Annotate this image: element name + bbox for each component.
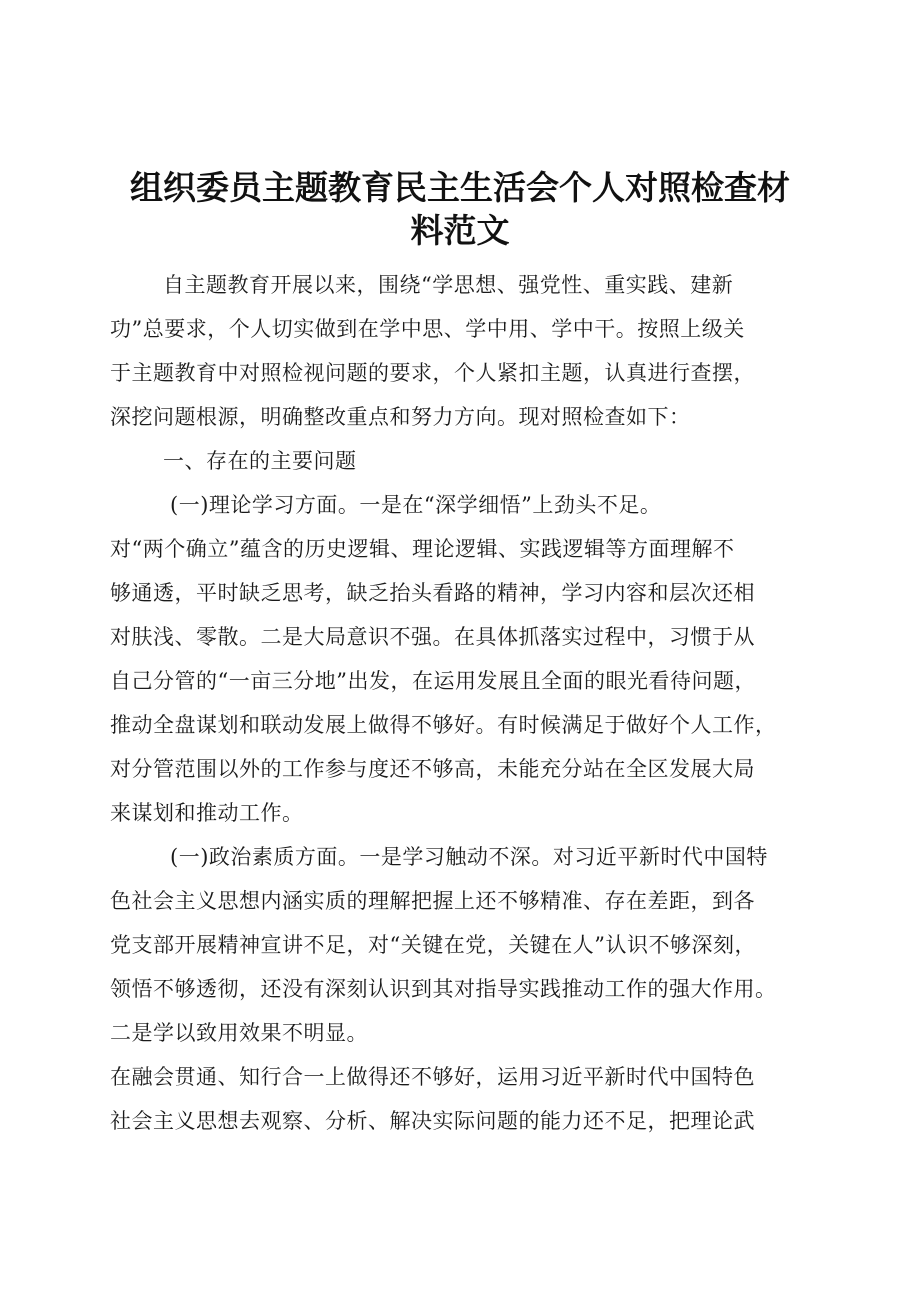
- body-line: 深挖问题根源，明确整改重点和努力方向。现对照检查如下：: [110, 405, 691, 429]
- body-line: 社会主义思想去观察、分析、解决实际问题的能力还不足，把理论武: [110, 1109, 755, 1133]
- subsection-heading: (一)理论学习方面。一是在“深学细悟”上劲头不足。: [170, 493, 662, 517]
- body-line: 够通透，平时缺乏思考，缺乏抬头看路的精神，学习内容和层次还相: [110, 581, 755, 605]
- body-line: 领悟不够透彻，还没有深刻认识到其对指导实践推动工作的强大作用。: [110, 977, 777, 1001]
- subsection-heading: (一)政治素质方面。一是学习触动不深。对习近平新时代中国特: [170, 845, 768, 869]
- body-line: 推动全盘谋划和联动发展上做得不够好。有时候满足于做好个人工作，: [110, 713, 777, 737]
- body-line: 色社会主义思想内涵实质的理解把握上还不够精准、存在差距，到各: [110, 889, 755, 913]
- body-line: 自己分管的“一亩三分地”出发，在运用发展且全面的眼光看待问题，: [110, 669, 756, 693]
- body-line: 二是学以致用效果不明显。: [110, 1021, 368, 1045]
- body-line: 来谋划和推动工作。: [110, 801, 304, 825]
- document-title-line-1: 组织委员主题教育民主生活会个人对照检查材: [130, 168, 790, 207]
- body-line: 自主题教育开展以来，围绕“学思想、强党性、重实践、建新: [163, 273, 734, 297]
- document-title-line-2: 料范文: [410, 211, 510, 250]
- body-line: 功”总要求，个人切实做到在学中思、学中用、学中干。按照上级关: [110, 317, 745, 341]
- body-line: 对“两个确立”蕴含的历史逻辑、理论逻辑、实践逻辑等方面理解不: [110, 537, 735, 561]
- body-line: 党支部开展精神宣讲不足，对“关键在党，关键在人”认识不够深刻，: [110, 933, 756, 957]
- body-line: 在融会贯通、知行合一上做得还不够好，运用习近平新时代中国特色: [110, 1065, 755, 1089]
- body-line: 对分管范围以外的工作参与度还不够高，未能充分站在全区发展大局: [110, 757, 755, 781]
- body-line: 于主题教育中对照检视问题的要求，个人紧扣主题，认真进行查摆，: [110, 361, 755, 385]
- body-line: 对肤浅、零散。二是大局意识不强。在具体抓落实过程中，习惯于从: [110, 625, 755, 649]
- section-heading: 一、存在的主要问题: [163, 449, 357, 473]
